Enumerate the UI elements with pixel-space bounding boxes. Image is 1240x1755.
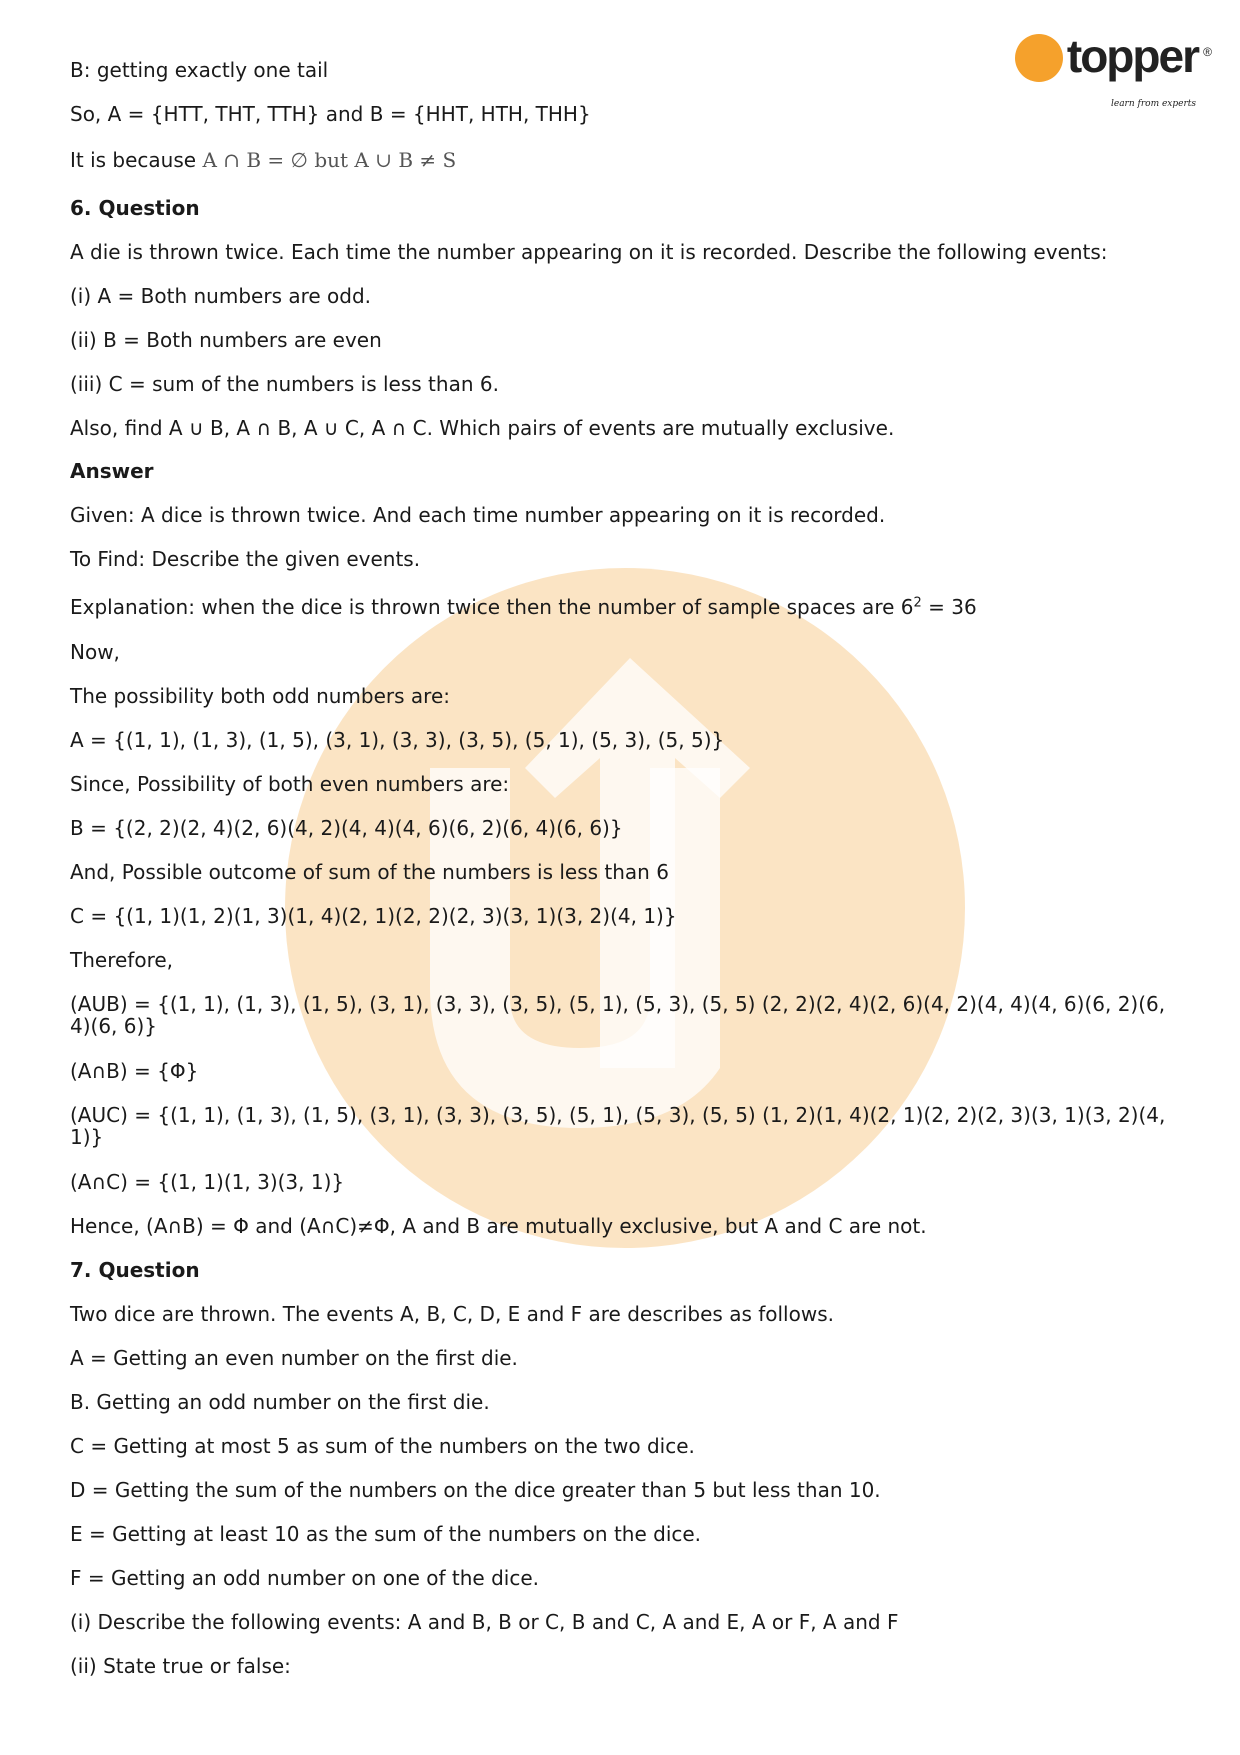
a-union-b-line: (AUB) = {(1, 1), (1, 3), (1, 5), (3, 1), (3, 3), (3, 5), (5, 1), (5, 3), (5, 5) (2, 2)(2, 4)(2, 6)(4, 2)(4, 4)(4, 6)(6, 2)(6, 4)(6, 6)} (70, 992, 1166, 1038)
q7-text: Two dice are thrown. The events A, B, C, D, E and F are describes as follows. (70, 1302, 834, 1326)
because-math: A ∩ B = ∅ but A ∪ B ≠ S (202, 148, 457, 172)
and-sum-line: And, Possible outcome of sum of the numbers is less than 6 (70, 860, 669, 884)
set-c-line: C = {(1, 1)(1, 2)(1, 3)(1, 4)(2, 1)(2, 2)(2, 3)(3, 1)(3, 2)(4, 1)} (70, 904, 677, 928)
explanation-prefix: Explanation: when the dice is thrown twice then the number of sample spaces are 6 (70, 595, 914, 619)
q7-event-d: D = Getting the sum of the numbers on the dice greater than 5 but less than 10. (70, 1478, 881, 1502)
q7-event-f: F = Getting an odd number on one of the dice. (70, 1566, 540, 1590)
because-prefix: It is because (70, 148, 203, 172)
logo-registered-mark: ® (1203, 45, 1212, 59)
explanation-suffix: = 36 (921, 595, 977, 619)
to-find-line: To Find: Describe the given events. (70, 547, 421, 571)
logo-circle-icon (1015, 34, 1063, 82)
a-union-c-line: (AUC) = {(1, 1), (1, 3), (1, 5), (3, 1), (3, 3), (3, 5), (5, 1), (5, 3), (5, 5) (1, 2)(1, 4)(2, 1)(2, 2)(2, 3)(3, 1)(3, 2)(4, 1)} (70, 1103, 1166, 1149)
possibility-odd-line: The possibility both odd numbers are: (70, 684, 450, 708)
so-ab-line: So, A = {HTT, THT, TTH} and B = {HHT, HTH, THH} (70, 102, 591, 126)
q7-event-c: C = Getting at most 5 as sum of the numbers on the two dice. (70, 1434, 695, 1458)
q6-text: A die is thrown twice. Each time the number appearing on it is recorded. Describe the following events: (70, 240, 1108, 264)
q7-event-e: E = Getting at least 10 as the sum of the numbers on the dice. (70, 1522, 702, 1546)
q7-event-b: B. Getting an odd number on the first die. (70, 1390, 490, 1414)
q6-also: Also, find A ∪ B, A ∩ B, A ∪ C, A ∩ C. Which pairs of events are mutually exclusive. (70, 416, 895, 440)
therefore-line: Therefore, (70, 948, 174, 972)
answer-heading: Answer (70, 459, 154, 483)
q6-item-ii: (ii) B = Both numbers are even (70, 328, 382, 352)
q7-item-ii: (ii) State true or false: (70, 1654, 291, 1678)
q7-event-a: A = Getting an even number on the first die. (70, 1346, 518, 1370)
q7-item-i: (i) Describe the following events: A and B, B or C, B and C, A and E, A or F, A and F (70, 1610, 899, 1634)
q6-item-iii: (iii) C = sum of the numbers is less than 6. (70, 372, 499, 396)
a-intersect-b-line: (A∩B) = {Φ} (70, 1059, 199, 1083)
logo-tagline: learn from experts (1110, 99, 1196, 109)
topper-logo (1015, 30, 1212, 109)
q7-heading: 7. Question (70, 1258, 200, 1282)
explanation-exponent: 2 (913, 595, 922, 611)
set-b-line: B = {(2, 2)(2, 4)(2, 6)(4, 2)(4, 4)(4, 6)(6, 2)(6, 4)(6, 6)} (70, 816, 623, 840)
set-a-line: A = {(1, 1), (1, 3), (1, 5), (3, 1), (3, 3), (3, 5), (5, 1), (5, 3), (5, 5)} (70, 728, 725, 752)
now-line: Now, (70, 640, 120, 664)
q6-item-i: (i) A = Both numbers are odd. (70, 284, 372, 308)
since-even-line: Since, Possibility of both even numbers are: (70, 772, 510, 796)
q6-heading: 6. Question (70, 196, 200, 220)
logo-brand: topper (1066, 30, 1198, 82)
given-line: Given: A dice is thrown twice. And each time number appearing on it is recorded. (70, 503, 886, 527)
a-intersect-c-line: (A∩C) = {(1, 1)(1, 3)(3, 1)} (70, 1170, 345, 1194)
event-b-line: B: getting exactly one tail (70, 58, 329, 82)
explanation-line (70, 596, 977, 618)
because-line (70, 149, 456, 171)
hence-line: Hence, (A∩B) = Φ and (A∩C)≠Φ, A and B are mutually exclusive, but A and C are not. (70, 1214, 927, 1238)
